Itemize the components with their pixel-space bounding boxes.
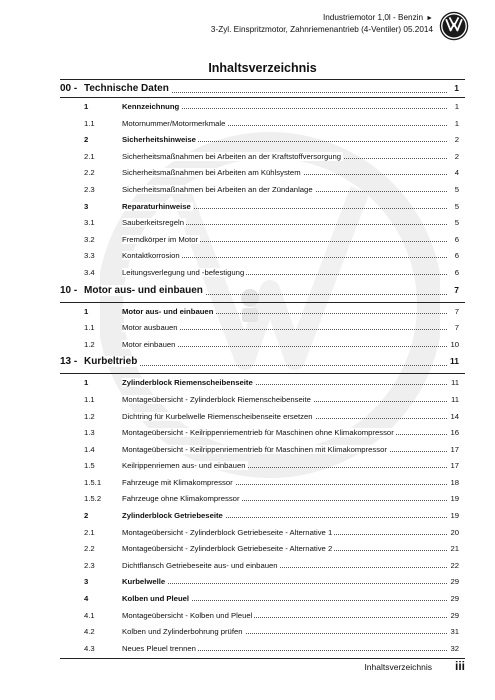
toc-item-row[interactable] [60,336,465,353]
toc-number: 1.1 [84,118,95,128]
toc-number: 2.3 [84,184,95,194]
toc-page-number: 21 [447,544,459,553]
toc-title: Neues Pleuel trennen [122,643,196,653]
toc-title: Leitungsverlegung und -befestigung [122,267,245,277]
toc-title: Montageübersicht - Keilrippenriementrieb für Maschinen ohne Klimakompressor [122,428,394,438]
toc-page-number: 29 [447,611,459,620]
toc-title: Sauberkeitsregeln [122,218,184,228]
toc-section-row[interactable] [60,131,465,148]
footer-divider [60,658,465,659]
toc-title: Motor ausbauen [122,323,178,333]
toc-item-row[interactable] [60,524,465,541]
toc-number: 13 - [60,356,78,368]
toc-title: Kennzeichnung [122,102,180,111]
toc-page-number: 19 [447,494,459,503]
toc-page-number: 22 [447,561,459,570]
toc-number: 3 [84,577,89,587]
toc-title: Kurbeltrieb [84,356,138,368]
toc-page-number: 11 [448,395,459,404]
toc-number: 3.2 [84,234,95,244]
toc-page-number: 7 [451,285,459,295]
toc-item-row[interactable] [60,264,465,281]
toc-title: Reparaturhinweise [122,201,191,211]
toc-item-row[interactable] [60,247,465,264]
toc-number: 1.5 [84,461,95,471]
toc-page-number: 6 [452,268,459,277]
toc-page-number: 17 [447,445,459,454]
toc-page-number: 29 [447,594,459,603]
toc-page-number: 1 [452,102,459,111]
toc-title: Kolben und Zylinderbohrung prüfen [122,627,243,637]
toc-page-number: 5 [452,202,459,211]
toc-page-number: 14 [447,412,459,421]
toc-title: Motor aus- und einbauen [122,306,214,316]
toc-section-row[interactable] [60,507,465,524]
toc-number: 1 [84,102,89,111]
toc-number: 2.1 [84,151,95,161]
toc-section-row[interactable] [60,590,465,607]
toc-number: 1 [84,306,89,316]
toc-item-row[interactable] [60,181,465,198]
toc-chapter-row[interactable] [60,352,465,374]
toc-item-row[interactable] [60,457,465,474]
toc-title: Kontaktkorrosion [122,251,180,261]
toc-title: Sicherheitshinweise [122,135,196,145]
toc-item-row[interactable] [60,115,465,132]
toc-title: Zylinderblock Getriebeseite [122,511,223,521]
page-title: Inhaltsverzeichnis [208,61,317,75]
header-model: Industriemotor 1,0l - Benzin ► [322,13,433,22]
toc-title: Sicherheitsmaßnahmen bei Arbeiten am Kühlsystem [122,168,301,178]
toc-page-number: 5 [452,218,459,227]
toc-page-number: 16 [447,428,459,437]
toc-number: 3.4 [84,267,95,277]
toc-number: 2.1 [84,527,95,537]
toc-number: 1 [84,378,89,388]
dot-leader [122,583,447,584]
page-number: iii [454,659,465,673]
toc-page-number: 5 [452,185,459,194]
toc-section-row[interactable] [60,98,465,115]
toc-item-row[interactable] [60,319,465,336]
toc-page-number: 31 [447,627,459,636]
toc-number: 1.4 [84,444,95,454]
toc-page-number: 6 [452,251,459,260]
toc-item-row[interactable] [60,490,465,507]
toc-title: Montageübersicht - Zylinderblock Riemenscheibenseite [122,394,311,404]
toc-title: Kolben und Pleuel [122,594,190,604]
toc-item-row[interactable] [60,214,465,231]
toc-number: 2.2 [84,544,95,554]
toc-number: 1.1 [84,394,95,404]
toc-item-row[interactable] [60,148,465,165]
toc-title: Technische Daten [84,83,169,94]
toc-page-number: 11 [447,356,459,366]
toc-number: 1.5.2 [84,494,102,504]
toc-number: 2.2 [84,168,95,178]
vw-logo-icon [439,11,469,41]
toc-title: Fahrzeuge ohne Klimakompressor [122,494,240,504]
toc-number: 4.2 [84,627,95,637]
toc-number: 4.3 [84,643,95,653]
toc-number: 2 [84,511,89,521]
toc-title: Kurbelwelle [122,577,166,587]
toc-page-number: 17 [447,461,459,470]
toc-item-row[interactable] [60,640,465,657]
toc-chapter-row[interactable] [60,79,465,98]
toc-page-number: 18 [447,478,459,487]
toc-number: 1.1 [84,323,95,333]
toc-item-row[interactable] [60,540,465,557]
toc-section-row[interactable] [60,374,465,391]
toc-number: 1.3 [84,428,95,438]
toc-number: 2.3 [84,560,95,570]
toc-page-number: 1 [452,119,459,128]
toc-item-row[interactable] [60,231,465,248]
toc-title: Montageübersicht - Keilrippenriementrieb für Maschinen mit Klimakompressor [122,444,387,454]
toc-title: Motor einbauen [122,339,176,349]
toc-title: Sicherheitsmaßnahmen bei Arbeiten an der Zündanlage [122,184,313,194]
toc-item-row[interactable] [60,164,465,181]
toc-chapter-row[interactable] [60,281,465,303]
toc-page-number: 4 [452,168,459,177]
toc-page-number: 6 [452,235,459,244]
toc-item-row[interactable] [60,607,465,624]
toc-item-row[interactable] [60,474,465,491]
toc-title: Motor aus- und einbauen [84,284,203,296]
toc-page-number: 29 [447,577,459,586]
toc-number: 10 - [60,284,78,296]
toc-number: 1.2 [84,339,95,349]
toc-page-number: 1 [451,83,459,93]
toc-title: Montageübersicht - Kolben und Pleuel [122,610,253,620]
toc-number: 3 [84,201,89,211]
toc-title: Dichtring für Kurbelwelle Riemenscheibenseite ersetzen [122,411,313,421]
table-of-contents [60,79,465,656]
toc-title: Fremdkörper im Motor [122,234,199,244]
toc-section-row[interactable] [60,303,465,320]
toc-title: Zylinderblock Riemenscheibenseite [122,378,253,388]
toc-page-number: 11 [448,378,459,387]
toc-number: 3.1 [84,218,95,228]
toc-page-number: 20 [447,528,459,537]
toc-number: 1.2 [84,411,95,421]
header-engine-description: 3-Zyl. Einspritzmotor, Zahnriemenantrieb (4-Ventiler) 05.2014 [210,25,433,34]
toc-item-row[interactable] [60,557,465,574]
toc-number: 00 - [60,83,78,94]
toc-title: Montageübersicht - Zylinderblock Getriebeseite - Alternative 2 [122,544,333,554]
toc-title: Fahrzeuge mit Klimakompressor [122,477,233,487]
toc-number: 1.5.1 [84,477,102,487]
toc-section-row[interactable] [60,198,465,215]
toc-page-number: 10 [447,340,459,349]
toc-number: 4 [84,594,89,604]
toc-item-row[interactable] [60,424,465,441]
toc-page-number: 19 [447,511,459,520]
toc-title: Montageübersicht - Zylinderblock Getriebeseite - Alternative 1 [122,527,333,537]
toc-section-row[interactable] [60,573,465,590]
toc-page-number: 2 [452,135,459,144]
toc-page-number: 32 [447,644,459,653]
toc-title: Dichtflansch Getriebeseite aus- und einbauen [122,560,278,570]
footer-label: Inhaltsverzeichnis [364,662,432,672]
toc-page-number: 2 [452,152,459,161]
toc-number: 3.3 [84,251,95,261]
toc-title: Motornummer/Motormerkmale [122,118,226,128]
toc-number: 4.1 [84,610,95,620]
toc-item-row[interactable] [60,408,465,425]
toc-title: Sicherheitsmaßnahmen bei Arbeiten an der Kraftstoffversorgung [122,151,342,161]
toc-number: 2 [84,135,89,145]
toc-title: Keilrippenriemen aus- und einbauen [122,461,246,471]
toc-page-number: 7 [452,307,459,316]
toc-item-row[interactable] [60,441,465,458]
toc-item-row[interactable] [60,623,465,640]
toc-page-number: 7 [452,323,459,332]
toc-item-row[interactable] [60,391,465,408]
arrow-right-icon: ► [426,15,433,22]
